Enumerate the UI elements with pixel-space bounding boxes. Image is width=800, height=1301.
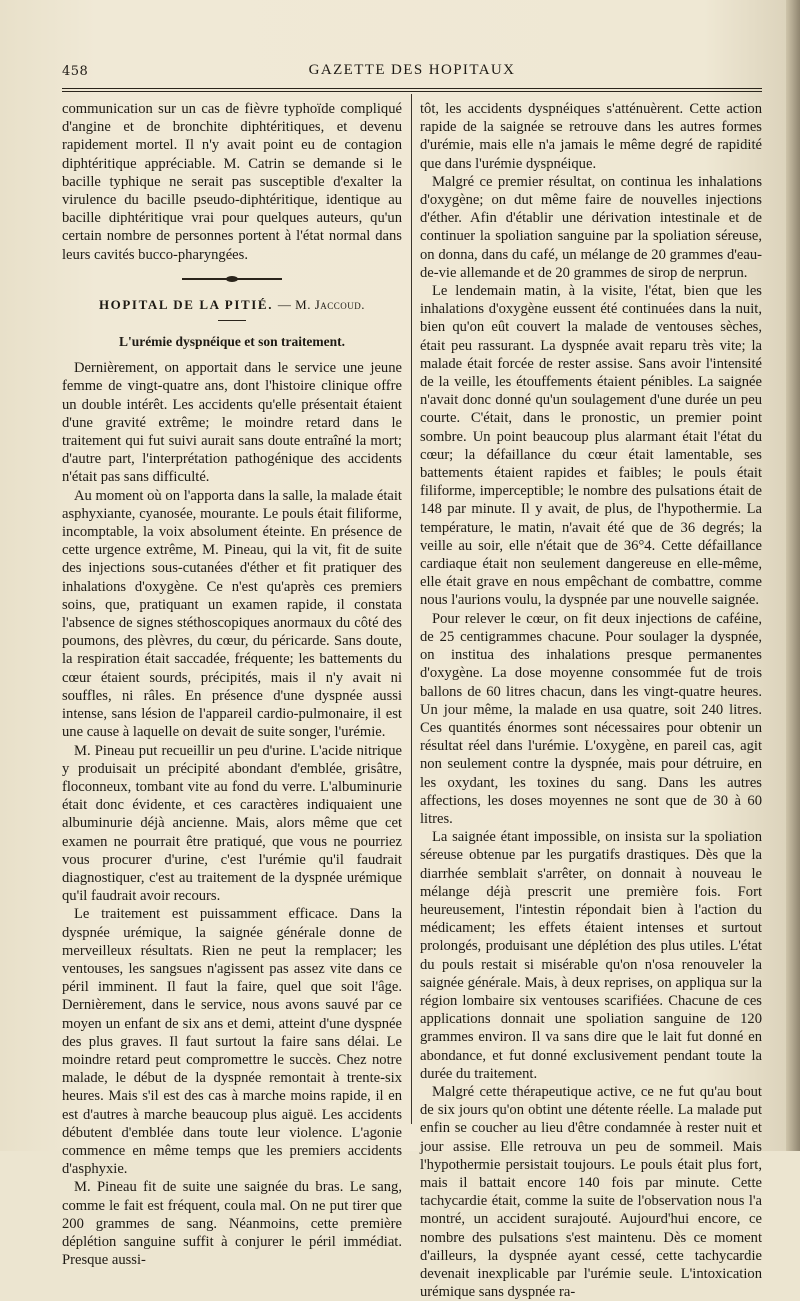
hospital-name: HOPITAL DE LA PITIÉ. [98,296,274,312]
journal-title: GAZETTE DES HOPITAUX [308,62,516,78]
intro-paragraph: communication sur un cas de fièvre typhoïde compliqué d'angine et de bronchite diphtéritiques, et devenu rapidement mortel. Il n'y avait point eu de contagion diphtéritique appréciable. M. Catrin se demande si le bacille typhique ne serait pas susceptible d'exalter la virulence du bacille pseudo-diphtéritique, identique au bacille diphtéritique vrai pour quelques auteurs, qu'un certain nombre de personnes portent à l'état normal dans leurs cavités bucco-pharyngées. [62,101,402,263]
page-number: 458 [62,64,89,79]
section-title [62,296,402,314]
paragraph: Le lendemain matin, à la visite, l'état, bien que les inhalations d'oxygène eussent été continuées dans la nuit, bien qu'on eût couvert la malade de ventouses sèches, était peu rassurant. La dyspnée avait reparu très vite; la malade était forcée de rester assise. Sans avoir l'intensité de la veille, les étouffements étaient pénibles. La saignée n'avait donc donné qu'un soulagement d'une durée un peu courte. C'était, dans le pronostic, un premier point sombre. Un point beaucoup plus alarmant était l'état du cœur; la défaillance du cœur était lamentable, ses battements étaient rapides et faibles; le pouls était filiforme, imperceptible; le nombre des pulsations était de 148 par minute. Il y avait, de plus, de l'hypothermie. La température, le matin, n'avait été que de 36 degrés; la veille au soir, elle n'était que de 36°4. Cette défaillance cardiaque était non seulement dangereuse en elle-même, elle était grave en nous empêchant de combattre, comme nous l'aurions voulu, la dyspnée par une nouvelle saignée. [420,283,762,609]
section-separator [182,278,282,280]
paragraph: Pour relever le cœur, on fit deux injections de caféine, de 25 centigrammes chacune. Pour soulager la dyspnée, on institua des inhalations presque permanentes d'oxygène. La dose moyenne consommée fut de trois ballons de 60 litres chacun, dans les vingt-quatre heures. Un jour même, la malade en usa quatre, soit 240 litres. Ces quantités énormes sont nécessaires pour obtenir un résultat réel dans l'urémie. L'oxygène, en pareil cas, agit non seulement contre la dyspnée, mais pour détruire, en les oxydant, les toxines du sang. Dans les autres affections, les doses moyennes ne sont que de 30 à 60 litres. [420,610,762,827]
column-divider [411,94,412,1124]
section-author: — M. Jaccoud. [277,296,366,312]
paragraph: Malgré ce premier résultat, on continua les inhalations d'oxygène; on dut même faire de nouvelles injections d'éther. Afin d'établir une dérivation intestinale et de continuer la spoliation sanguine par la spoliation séreuse, on donna, dans du café, un mélange de 20 grammes d'eau-de-vie allemande et de 20 grammes de sirop de nerprun. [420,173,762,281]
paragraph: Dernièrement, on apportait dans le service une jeune femme de vingt-quatre ans, dont l'histoire clinique offre un double intérêt. Les accidents qu'elle présentait étaient d'une gravité extrême; le moindre retard dans le traitement qui fut suivi aurait sans doute entraîné la mort; d'autre part, l'interprétation pathogénique des accidents n'était pas sans difficulté. [62,360,402,486]
paragraph: La saignée étant impossible, on insista sur la spoliation séreuse obtenue par les purgatifs drastiques. Dès que la diarrhée semblait s'arrêter, on donnait à nouveau le mélange déjà prescrit une première fois. Fort heureusement, l'intestin répondait bien à l'action du médicament; les effets étaient intenses et surtout prolongés, produisant une déplétion des plus utiles. L'état du pouls restait si misérable qu'on n'osa renouveler la saignée générale. Mais, à deux reprises, on appliqua sur la région lombaire six ventouses scarifiées. Chacune de ces applications donnait une spoliation sanguine de 120 grammes environ. Il va sans dire que le lait fut donné en abondance, et fut donné exclusivement pendant toute la durée du traitement. [420,829,762,1082]
article-subtitle: L'urémie dyspnéique et son traitement. [118,334,346,350]
paragraph: Au moment où on l'apporta dans la salle, la malade était asphyxiante, cyanosée, mourante. Le pouls était filiforme, incomptable, la voix absolument éteinte. En présence de cette urgence extrême, M. Pineau, qui la vit, fit de suite des injections sous-cutanées d'éther et fit pratiquer des inhalations d'oxygène. Ce n'est qu'après ces premiers soins, que, pratiquant un examen rapide, il constata l'absence de signes stéthoscopiques anormaux du côté des poumons, des plèvres, du cœur, du péricarde. Sans doute, la respiration était saccadée, fréquente; les battements du cœur étaient sourds, précipités, mais il n'y avait ni souffles, ni râles. En présence d'une dyspnée aussi intense, sans lésion de l'appareil cardio-pulmonaire, il est une cause à laquelle on devait de suite songer, l'urémie. [62,487,402,741]
right-column [420,100,762,1301]
paragraph: Le traitement est puissamment efficace. Dans la dyspnée urémique, la saignée générale donne de merveilleux résultats. Rien ne peut la remplacer; les ventouses, les sangsues n'agissent pas assez vite dans ce péril imminent. Il faut la faire, quel que soit l'âge. Dernièrement, dans le service, nous avons sauvé par ce moyen un enfant de six ans et demi, atteint d'une dyspnée des plus graves. Il faut surtout la faire sans délai. Le moindre retard peut compromettre le succès. Chez notre malade, le début de la dyspnée remontait à trente-six heures. Mais s'il est des cas à marche moins rapide, il en est d'autres à marche beaucoup plus aiguë. Les accidents débutent d'emblée dans toute leur violence. L'agonie commence en même temps que les premiers accidents d'asphyxie. [62,906,402,1178]
paragraph: M. Pineau fit de suite une saignée du bras. Le sang, comme le fait est fréquent, coula mal. On ne put tirer que 200 grammes de sang. Néanmoins, cette première déplétion sanguine suffit à conjurer le péril immédiat. Presque aussi- [62,1179,402,1269]
paragraph: Malgré cette thérapeutique active, ce ne fut qu'au bout de six jours qu'on obtint une détente réelle. La malade put enfin se coucher au lieu d'être condamnée à rester nuit et jour assise. Elle retrouva un peu de sommeil. Mais l'hypothermie persistait toujours. Le pouls était plus fort, mais il battait encore 140 fois par minute. Cette tachycardie était, comme la suite de l'observation nous l'a montré, un accident surajouté. Aujourd'hui encore, ce nombre des pulsations s'est maintenu. Dès ce moment d'ailleurs, la dyspnée ayant cessé, cette tachycardie devenait inexplicable par l'urémie seule. L'intoxication urémique sans dyspnée ra- [420,1083,762,1301]
paragraph: M. Pineau put recueillir un peu d'urine. L'acide nitrique y produisait un précipité abondant d'emblée, grisâtre, floconneux, tombant vite au fond du verre. L'albuminurie était donc évidente, et ces caractères indiquaient une albuminurie déjà ancienne. Mais, alors même que cet examen ne pourrait être pratiqué, que vous ne pourriez vous procurer d'urine, c'est l'urémie qu'il faudrait diagnostiquer, c'est au traitement de la dyspnée urémique qu'il faudrait avoir recours. [62,742,402,905]
left-column [62,100,402,1269]
header-rule [62,88,762,92]
short-rule [218,320,246,321]
page-spine-shadow [786,0,800,1151]
paragraph: tôt, les accidents dyspnéiques s'atténuèrent. Cette action rapide de la saignée se retrouve dans les autres formes d'urémie, mais elle n'a jamais le même degré de rapidité que dans l'urémie dyspnéique. [420,101,762,172]
page-header [62,56,762,86]
